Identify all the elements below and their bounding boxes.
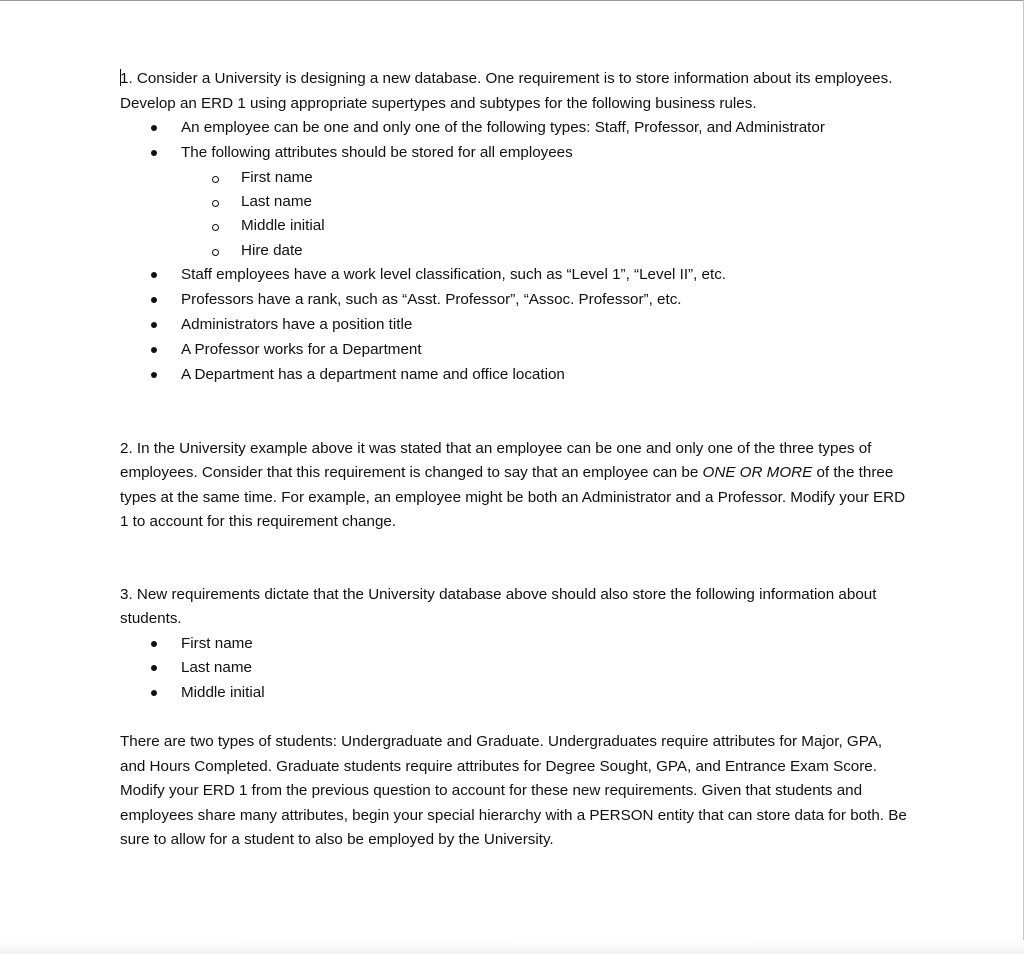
rule-item: Professors have a rank, such as “Asst. Professor”, “Assoc. Professor”, etc. [120, 288, 910, 313]
question-1-lead [120, 67, 910, 116]
rule-item-text: The following attributes should be stored for all employees [181, 143, 573, 161]
rule-item: An employee can be one and only one of the following types: Staff, Professor, and Administrator [120, 116, 910, 141]
spacer [120, 535, 910, 583]
page-bottom-edge [0, 940, 1024, 954]
question-3-followup: There are two types of students: Undergraduate and Graduate. Undergraduates require attributes for Major, GPA, and Hours Completed. Graduate students require attributes for Degree Sought, GPA, and Entrance Exam Score. Modify your ERD 1 from the previous question to account for these new requirements. Given that students and employees share many attributes, begin your special hierarchy with a PERSON entity that can store data for both. Be sure to allow for a student to also be employed by the University. [120, 733, 907, 849]
question-2-text-start: 2. In the University example above it was stated that an employee can be one and only one of the three types of employees. Consider that this requirement is changed to say that an employee can be [120, 439, 872, 482]
question-2-emphasis: ONE OR MORE [702, 464, 813, 482]
question-3-lead: 3. New requirements dictate that the University database above should also store the following information about students. [120, 585, 877, 628]
question-2 [120, 437, 910, 535]
student-attributes-list [120, 632, 910, 707]
rule-item: Administrators have a position title [120, 313, 910, 338]
employee-attributes-list [120, 166, 910, 263]
attribute-item: First name [120, 166, 910, 190]
attribute-item: Hire date [120, 239, 910, 263]
question-1-lead-text: 1. Consider a University is designing a new database. One requirement is to store information about its employees. Develop an ERD 1 using appropriate supertypes and subtypes for the following business rules. [120, 70, 893, 112]
attribute-item: First name [120, 632, 910, 657]
rule-item-attributes [120, 141, 910, 166]
spacer [120, 706, 910, 730]
attribute-item: Last name [120, 190, 910, 214]
question-2-text-end: of the three types at the same time. For example, an employee might be both an Administrator and a Professor. Modify your ERD 1 to account for this requirement change. [120, 464, 906, 531]
rule-item: A Department has a department name and office location [120, 363, 910, 388]
attribute-item: Last name [120, 656, 910, 681]
document-body [120, 67, 910, 853]
rule-item: Staff employees have a work level classification, such as “Level 1”, “Level II”, etc. [120, 263, 910, 288]
attribute-item: Middle initial [120, 214, 910, 238]
spacer [120, 388, 910, 437]
question-1-more-rules [120, 263, 910, 388]
question-1-rules [120, 116, 910, 166]
attribute-item: Middle initial [120, 681, 910, 706]
rule-item: A Professor works for a Department [120, 338, 910, 363]
